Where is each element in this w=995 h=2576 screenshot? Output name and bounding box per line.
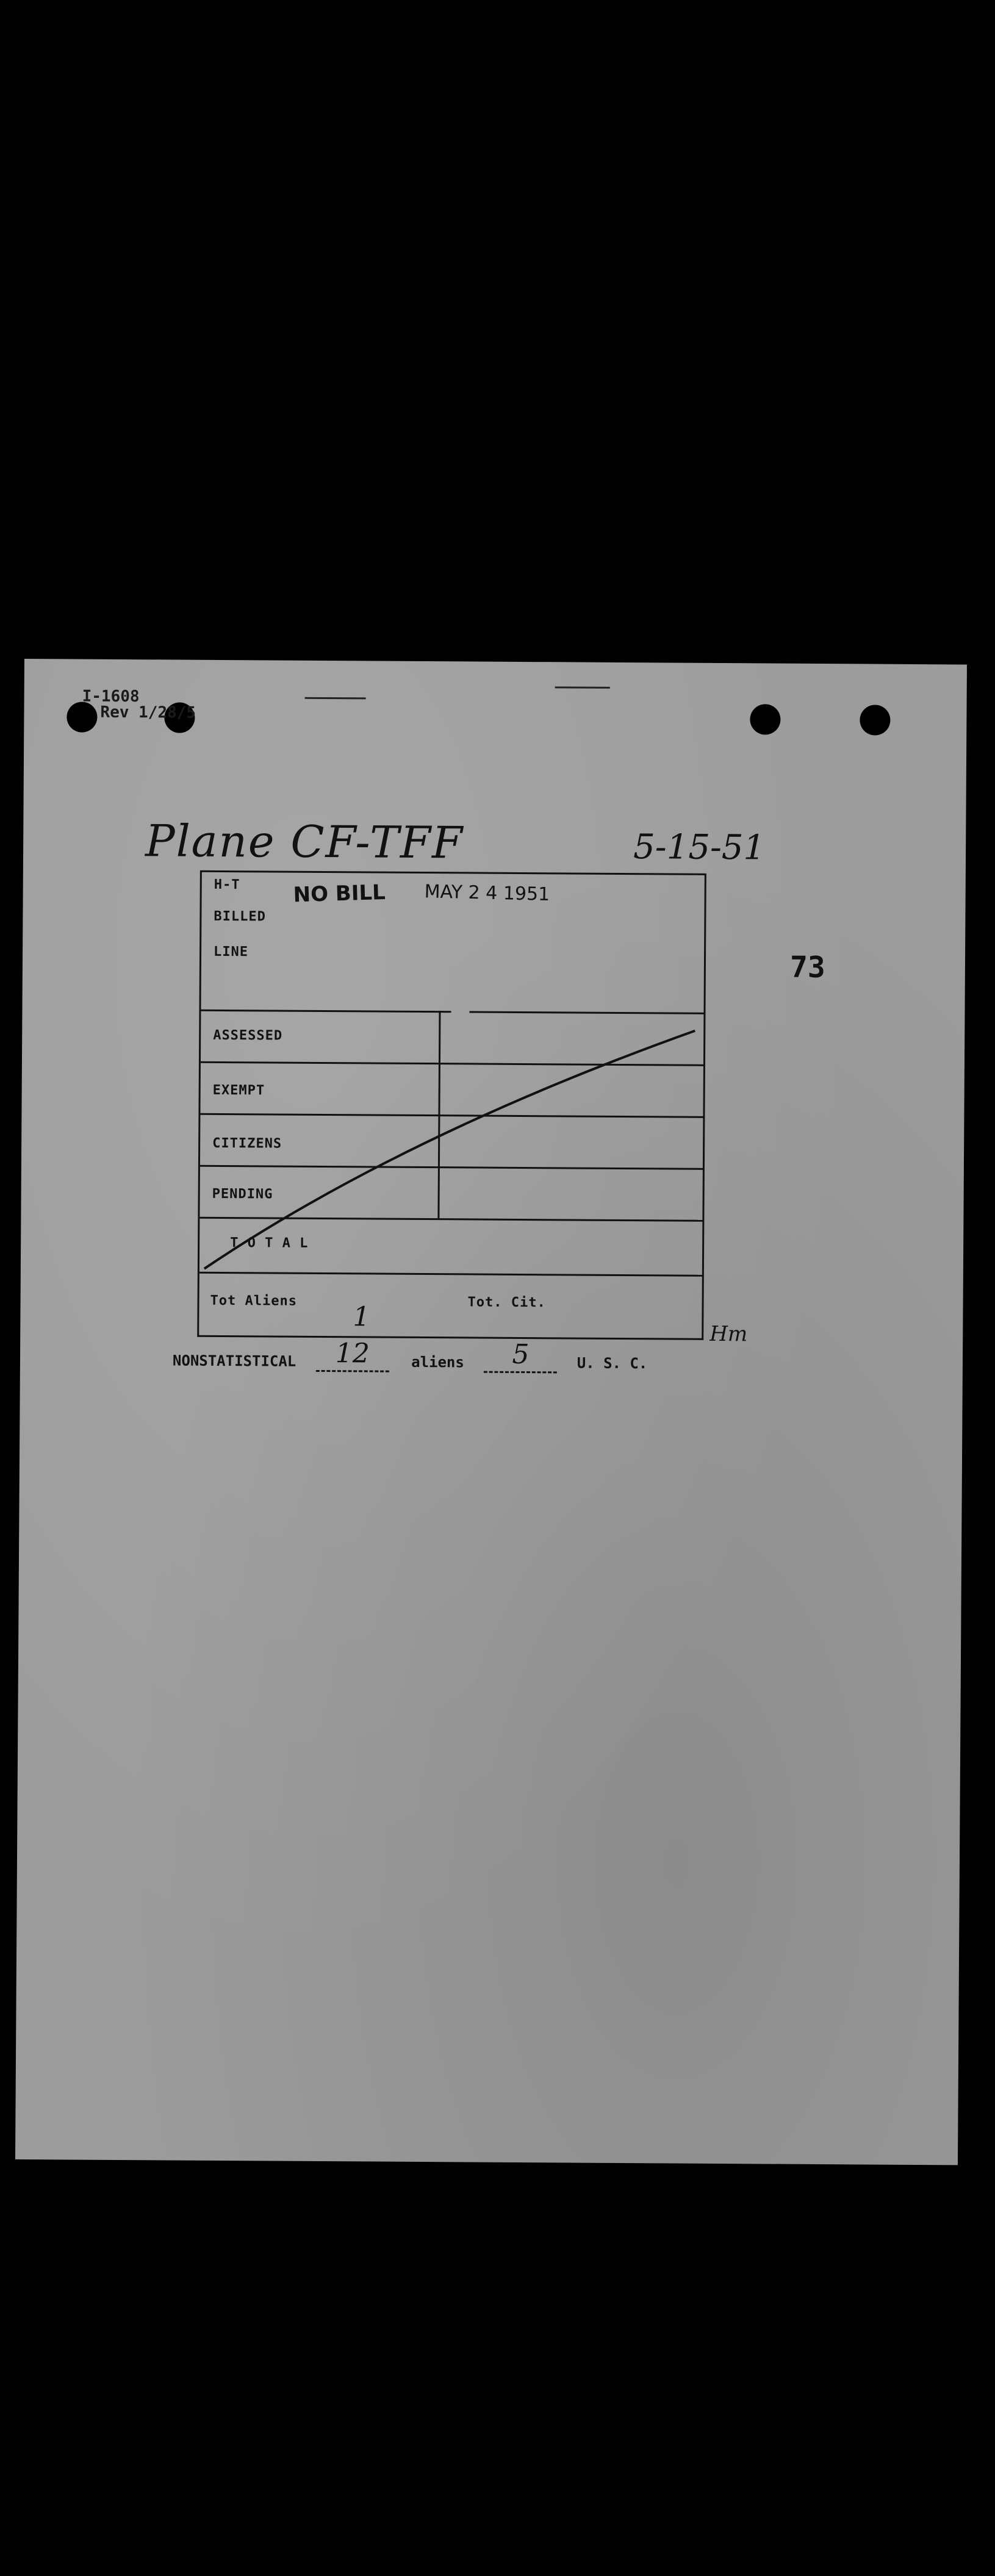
tot-aliens-label: Tot Aliens — [210, 1293, 298, 1309]
cancellation-line — [199, 872, 708, 1342]
nonstat-aliens-blank — [316, 1338, 389, 1372]
row-label-citizens: CITIZENS — [212, 1135, 282, 1152]
billed-label: BILLED — [214, 908, 266, 925]
handwritten-initials: Hm — [709, 1321, 748, 1347]
tot-cit-label: Tot. Cit. — [467, 1294, 546, 1311]
form-number: I-1608 — [82, 687, 140, 706]
handwritten-vessel: Plane CF-TFF — [145, 815, 464, 869]
nonstat-aliens-value: 12 — [335, 1338, 370, 1369]
no-bill-stamp: NO BILL — [293, 880, 386, 908]
row-label-pending: PENDING — [212, 1186, 273, 1202]
punch-hole-right-1 — [750, 704, 780, 734]
nonstat-usc-blank — [484, 1338, 557, 1374]
usc-label: U. S. C. — [577, 1354, 648, 1372]
punch-hole-left-1 — [66, 701, 97, 732]
line-label: LINE — [213, 944, 249, 960]
form-revision: Rev 1/28/5 — [100, 703, 196, 722]
row-label-exempt: EXEMPT — [212, 1082, 265, 1099]
handwritten-tot-aliens-mark: 1 — [353, 1301, 370, 1333]
tally-card — [197, 870, 706, 1340]
date-stamp: MAY 2 4 1951 — [424, 881, 550, 906]
smudge-mark — [305, 697, 366, 700]
header-code: H-T — [214, 877, 240, 893]
smudge-mark — [555, 686, 610, 689]
total-label: T O T A L — [230, 1235, 309, 1251]
nonstatistical-row — [172, 1338, 648, 1374]
nonstatistical-label: NONSTATISTICAL — [172, 1352, 296, 1370]
punch-hole-right-2 — [860, 705, 890, 735]
handwritten-number: 73 — [789, 950, 825, 985]
nonstat-usc-value: 5 — [512, 1338, 530, 1371]
handwritten-date: 5-15-51 — [633, 827, 766, 868]
document-sheet — [15, 659, 967, 2165]
row-label-assessed: ASSESSED — [213, 1027, 283, 1044]
aliens-label: aliens — [411, 1353, 464, 1371]
